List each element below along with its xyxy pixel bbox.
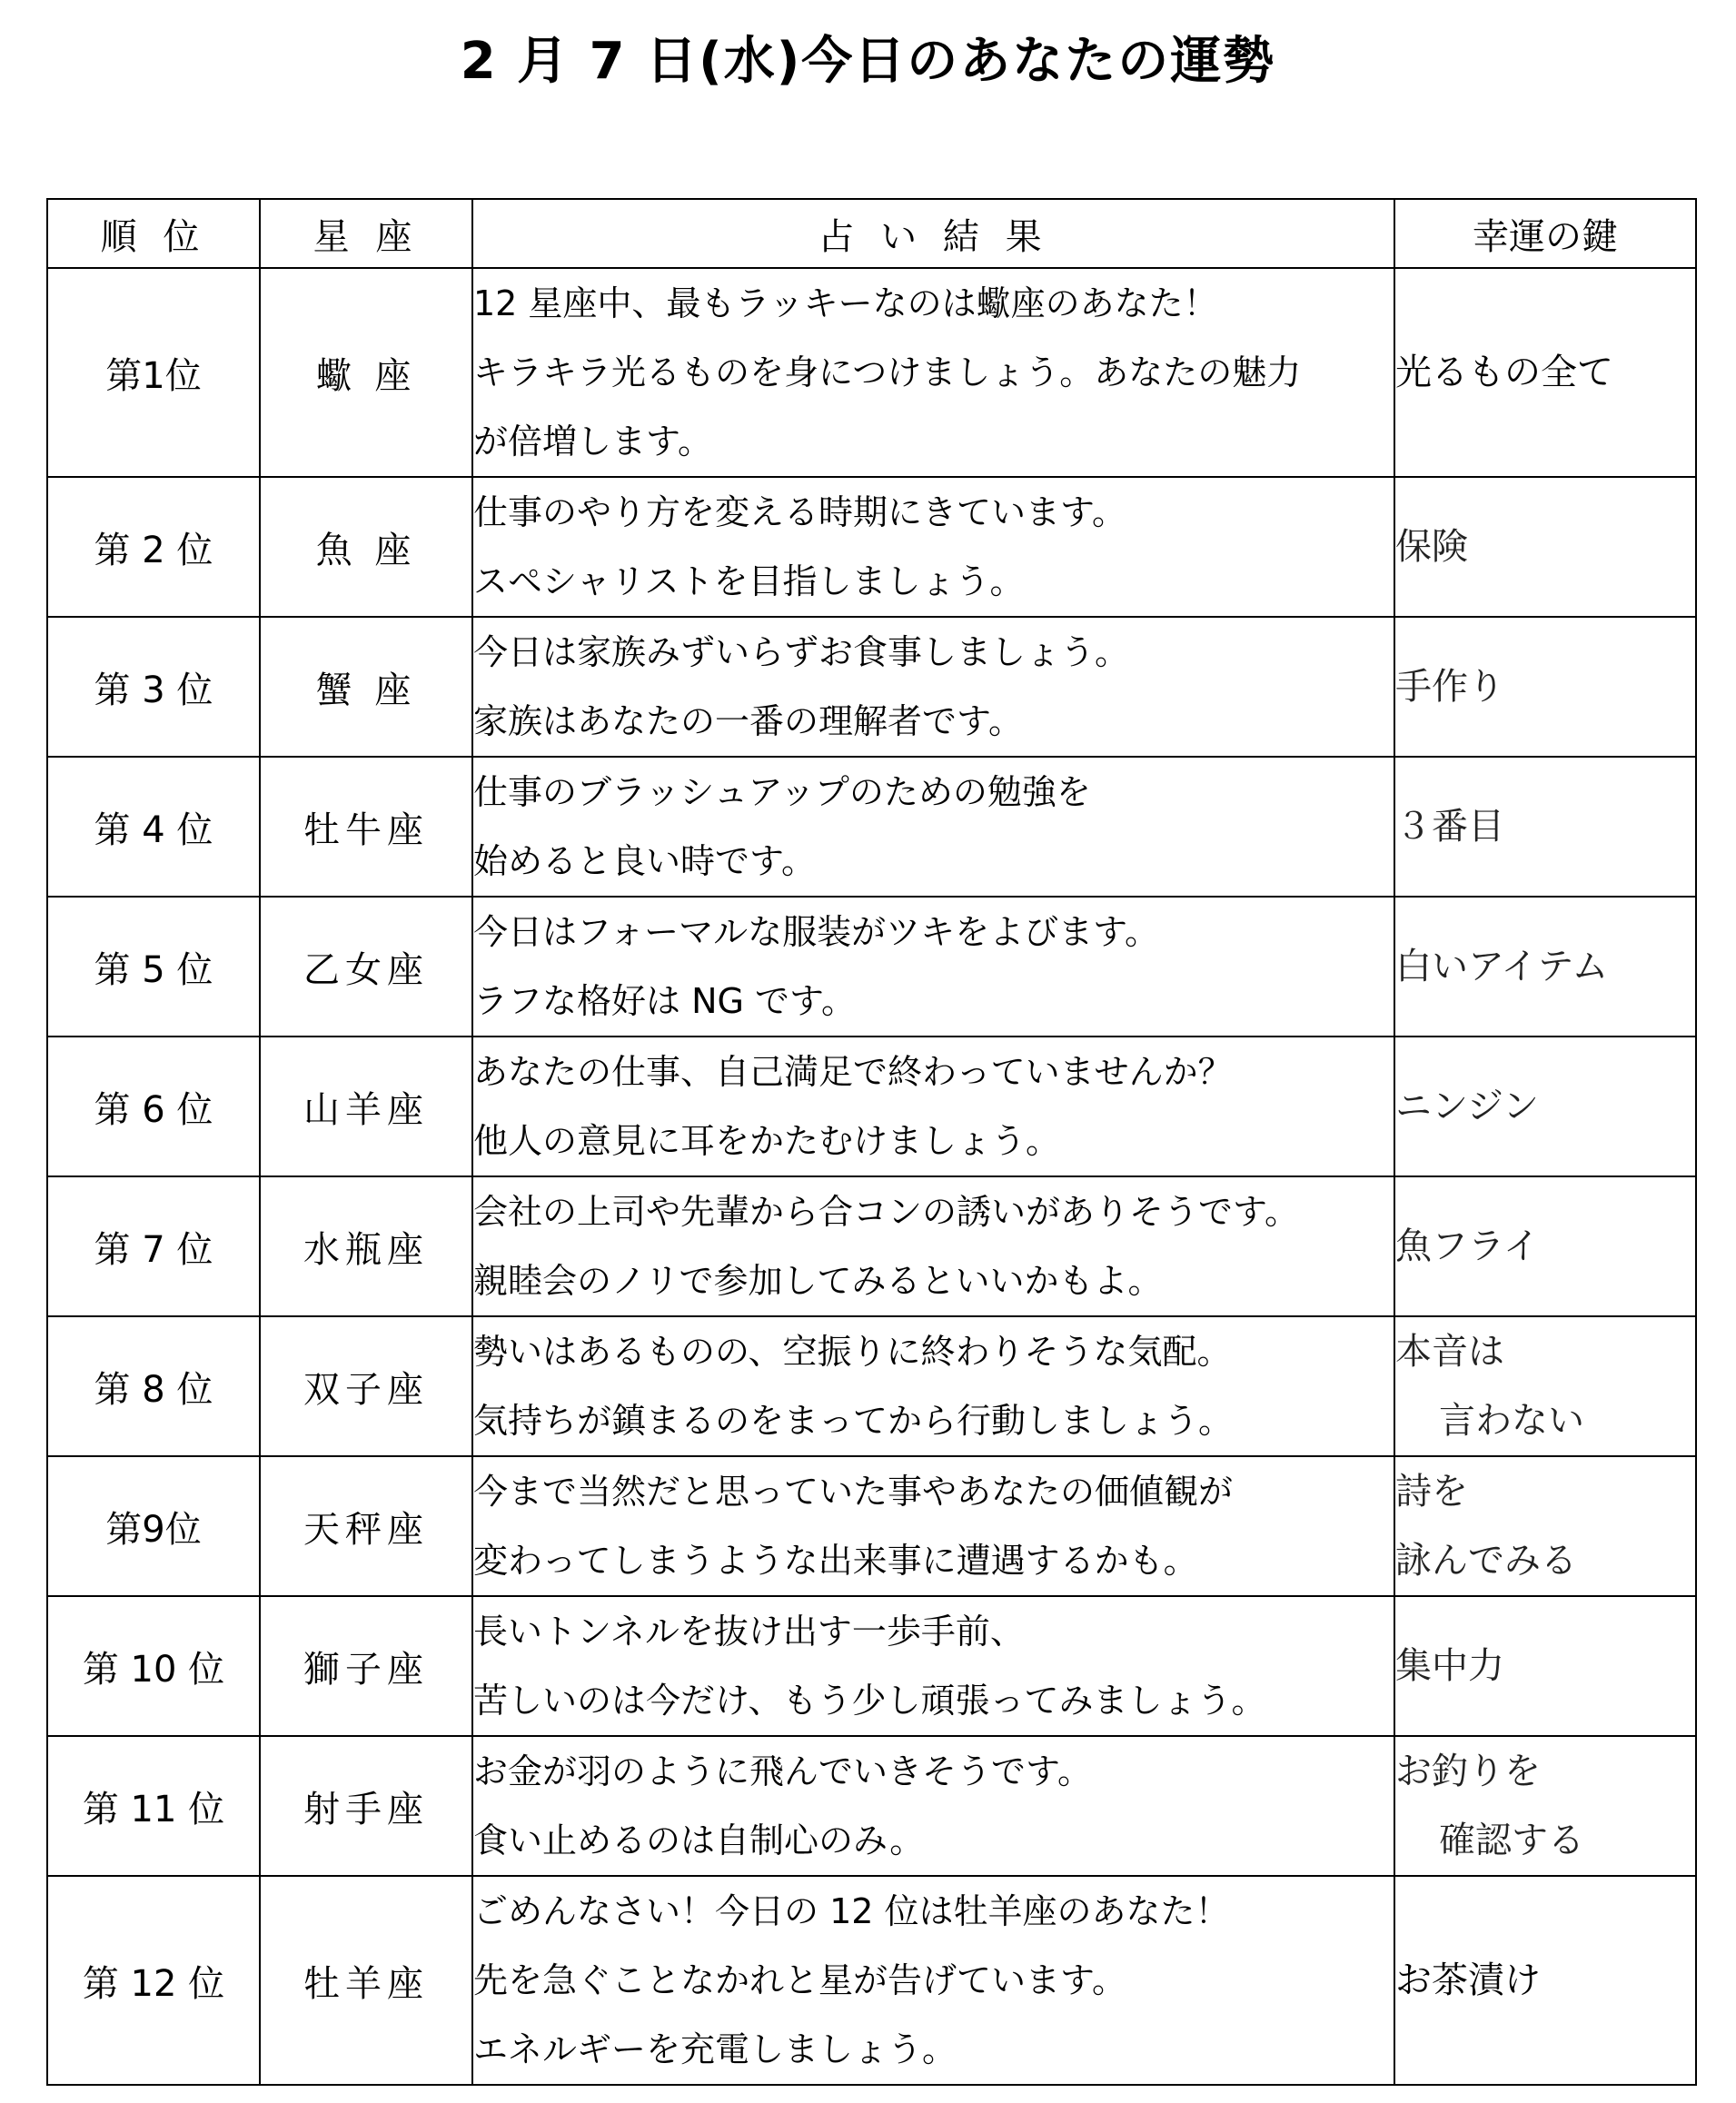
- table-row: [47, 268, 1696, 477]
- result-line: 今まで当然だと思っていた事やあなたの価値観が: [473, 1472, 1234, 1512]
- table-row: [47, 1596, 1696, 1736]
- result-cell: [472, 477, 1394, 617]
- result-cell: [472, 757, 1394, 897]
- lucky-key-line: 集中力: [1395, 1645, 1504, 1687]
- rank-cell: 第 7 位: [47, 1176, 260, 1316]
- result-line: 仕事のブラッシュアップのための勉強を: [473, 772, 1091, 812]
- result-cell: [472, 897, 1394, 1037]
- result-line: 会社の上司や先輩から合コンの誘いがありそうです。: [473, 1192, 1299, 1232]
- result-cell: [472, 1316, 1394, 1456]
- result-line: 始めると良い時です。: [473, 841, 816, 881]
- result-cell: [472, 1456, 1394, 1596]
- lucky-key-cell: [1394, 477, 1696, 617]
- result-cell: [472, 268, 1394, 477]
- result-cell: [472, 617, 1394, 757]
- lucky-key-cell: [1394, 1037, 1696, 1176]
- lucky-key-cell: [1394, 1736, 1696, 1876]
- table-row: [47, 757, 1696, 897]
- header-lucky-key: 幸運の鍵: [1394, 199, 1696, 268]
- lucky-key-cell: [1394, 1596, 1696, 1736]
- sign-cell: 乙女座: [260, 897, 472, 1037]
- lucky-key-cell: [1394, 617, 1696, 757]
- table-row: [47, 897, 1696, 1037]
- result-line: 先を急ぐことなかれと星が告げています。: [473, 1960, 1126, 2000]
- lucky-key-line: 光るもの全て: [1395, 352, 1613, 393]
- result-line: 苦しいのは今だけ、もう少し頑張ってみましょう。: [473, 1681, 1266, 1721]
- rank-cell: 第 2 位: [47, 477, 260, 617]
- rank-cell: 第 3 位: [47, 617, 260, 757]
- result-cell: [472, 1736, 1394, 1876]
- table-row: [47, 477, 1696, 617]
- lucky-key-line: 白いアイテム: [1395, 946, 1609, 987]
- lucky-key-cell: [1394, 757, 1696, 897]
- table-row: [47, 1456, 1696, 1596]
- page-title: 2 月 7 日(水)今日のあなたの運勢: [460, 32, 1276, 91]
- lucky-key-line: 詩を: [1395, 1471, 1468, 1513]
- lucky-key-line: 魚フライ: [1395, 1225, 1540, 1267]
- result-cell: [472, 1876, 1394, 2085]
- sign-cell: 双子座: [260, 1316, 472, 1456]
- result-line: 他人の意見に耳をかたむけましょう。: [473, 1121, 1061, 1161]
- sign-cell: 山羊座: [260, 1037, 472, 1176]
- lucky-key-line: ニンジン: [1395, 1086, 1539, 1127]
- header-sign: 星 座: [260, 199, 472, 268]
- lucky-key-line: 手作り: [1395, 666, 1504, 708]
- lucky-key-cell: [1394, 1316, 1696, 1456]
- rank-cell: 第 8 位: [47, 1316, 260, 1456]
- result-line: が倍増します。: [473, 422, 712, 461]
- sign-cell: 牡羊座: [260, 1876, 472, 2085]
- lucky-key-cell: [1394, 897, 1696, 1037]
- rank-cell: 第 6 位: [47, 1037, 260, 1176]
- result-cell: [472, 1176, 1394, 1316]
- sign-cell: 蠍 座: [260, 268, 472, 477]
- fortune-table: [46, 198, 1697, 2086]
- sign-cell: 射手座: [260, 1736, 472, 1876]
- table-row: [47, 1037, 1696, 1176]
- header-rank: 順 位: [47, 199, 260, 268]
- lucky-key-line: 本音は: [1395, 1331, 1504, 1373]
- sign-cell: 牡牛座: [260, 757, 472, 897]
- result-line: スペシャリストを目指しましょう。: [473, 561, 1025, 601]
- sign-cell: 蟹 座: [260, 617, 472, 757]
- result-line: 親睦会のノリで参加してみるといいかもよ。: [473, 1261, 1163, 1301]
- sign-cell: 水瓶座: [260, 1176, 472, 1316]
- rank-cell: 第9位: [47, 1456, 260, 1596]
- result-line: 仕事のやり方を変える時期にきています。: [473, 492, 1126, 532]
- result-line: ごめんなさい！今日の 12 位は牡羊座のあなた！: [473, 1891, 1230, 1931]
- lucky-key-line: 保険: [1395, 526, 1468, 568]
- result-line: あなたの仕事、自己満足で終わっていませんか？: [473, 1052, 1233, 1092]
- rank-cell: 第 12 位: [47, 1876, 260, 2085]
- lucky-key-cell: [1394, 268, 1696, 477]
- result-line: ラフな格好は NG です。: [473, 981, 856, 1021]
- sign-cell: 魚 座: [260, 477, 472, 617]
- rank-cell: 第1位: [47, 268, 260, 477]
- result-line: 変わってしまうような出来事に遭遇するかも。: [473, 1541, 1198, 1581]
- rank-cell: 第 10 位: [47, 1596, 260, 1736]
- header-result: 占 い 結 果: [472, 199, 1394, 268]
- lucky-key-cell: [1394, 1456, 1696, 1596]
- table-header-row: [47, 199, 1696, 268]
- lucky-key-cell: [1394, 1176, 1696, 1316]
- result-line: キラキラ光るものを身につけましょう。あなたの魅力: [473, 352, 1302, 392]
- lucky-key-line: ３番目: [1395, 806, 1504, 848]
- result-line: 12 星座中、最もラッキーなのは蠍座のあなた！: [473, 283, 1218, 323]
- table-row: [47, 617, 1696, 757]
- result-line: 長いトンネルを抜け出す一歩手前、: [473, 1612, 1025, 1652]
- lucky-key-line: お釣りを: [1395, 1751, 1541, 1792]
- result-line: 家族はあなたの一番の理解者です。: [473, 701, 1023, 741]
- result-cell: [472, 1596, 1394, 1736]
- lucky-key-cell: [1394, 1876, 1696, 2085]
- result-line: 勢いはあるものの、空振りに終わりそうな気配。: [473, 1332, 1232, 1372]
- table-row: [47, 1176, 1696, 1316]
- rank-cell: 第 4 位: [47, 757, 260, 897]
- rank-cell: 第 11 位: [47, 1736, 260, 1876]
- lucky-key-line: 言わない: [1439, 1400, 1584, 1442]
- result-line: エネルギーを充電しましょう。: [473, 2029, 957, 2069]
- result-line: 食い止めるのは自制心のみ。: [473, 1820, 925, 1860]
- result-cell: [472, 1037, 1394, 1176]
- result-line: 今日は家族みずいらずお食事しましょう。: [473, 632, 1130, 672]
- sign-cell: 獅子座: [260, 1596, 472, 1736]
- table-row: [47, 1876, 1696, 2085]
- lucky-key-line: 詠んでみる: [1395, 1540, 1577, 1582]
- result-line: 今日はフォーマルな服装がツキをよびます。: [473, 912, 1160, 952]
- sign-cell: 天秤座: [260, 1456, 472, 1596]
- result-line: お金が羽のように飛んでいきそうです。: [473, 1751, 1092, 1791]
- table-row: [47, 1736, 1696, 1876]
- rank-cell: 第 5 位: [47, 897, 260, 1037]
- lucky-key-line: 確認する: [1439, 1820, 1584, 1861]
- lucky-key-line: お茶漬け: [1395, 1959, 1541, 2001]
- table-row: [47, 1316, 1696, 1456]
- result-line: 気持ちが鎮まるのをまってから行動しましょう。: [473, 1401, 1234, 1441]
